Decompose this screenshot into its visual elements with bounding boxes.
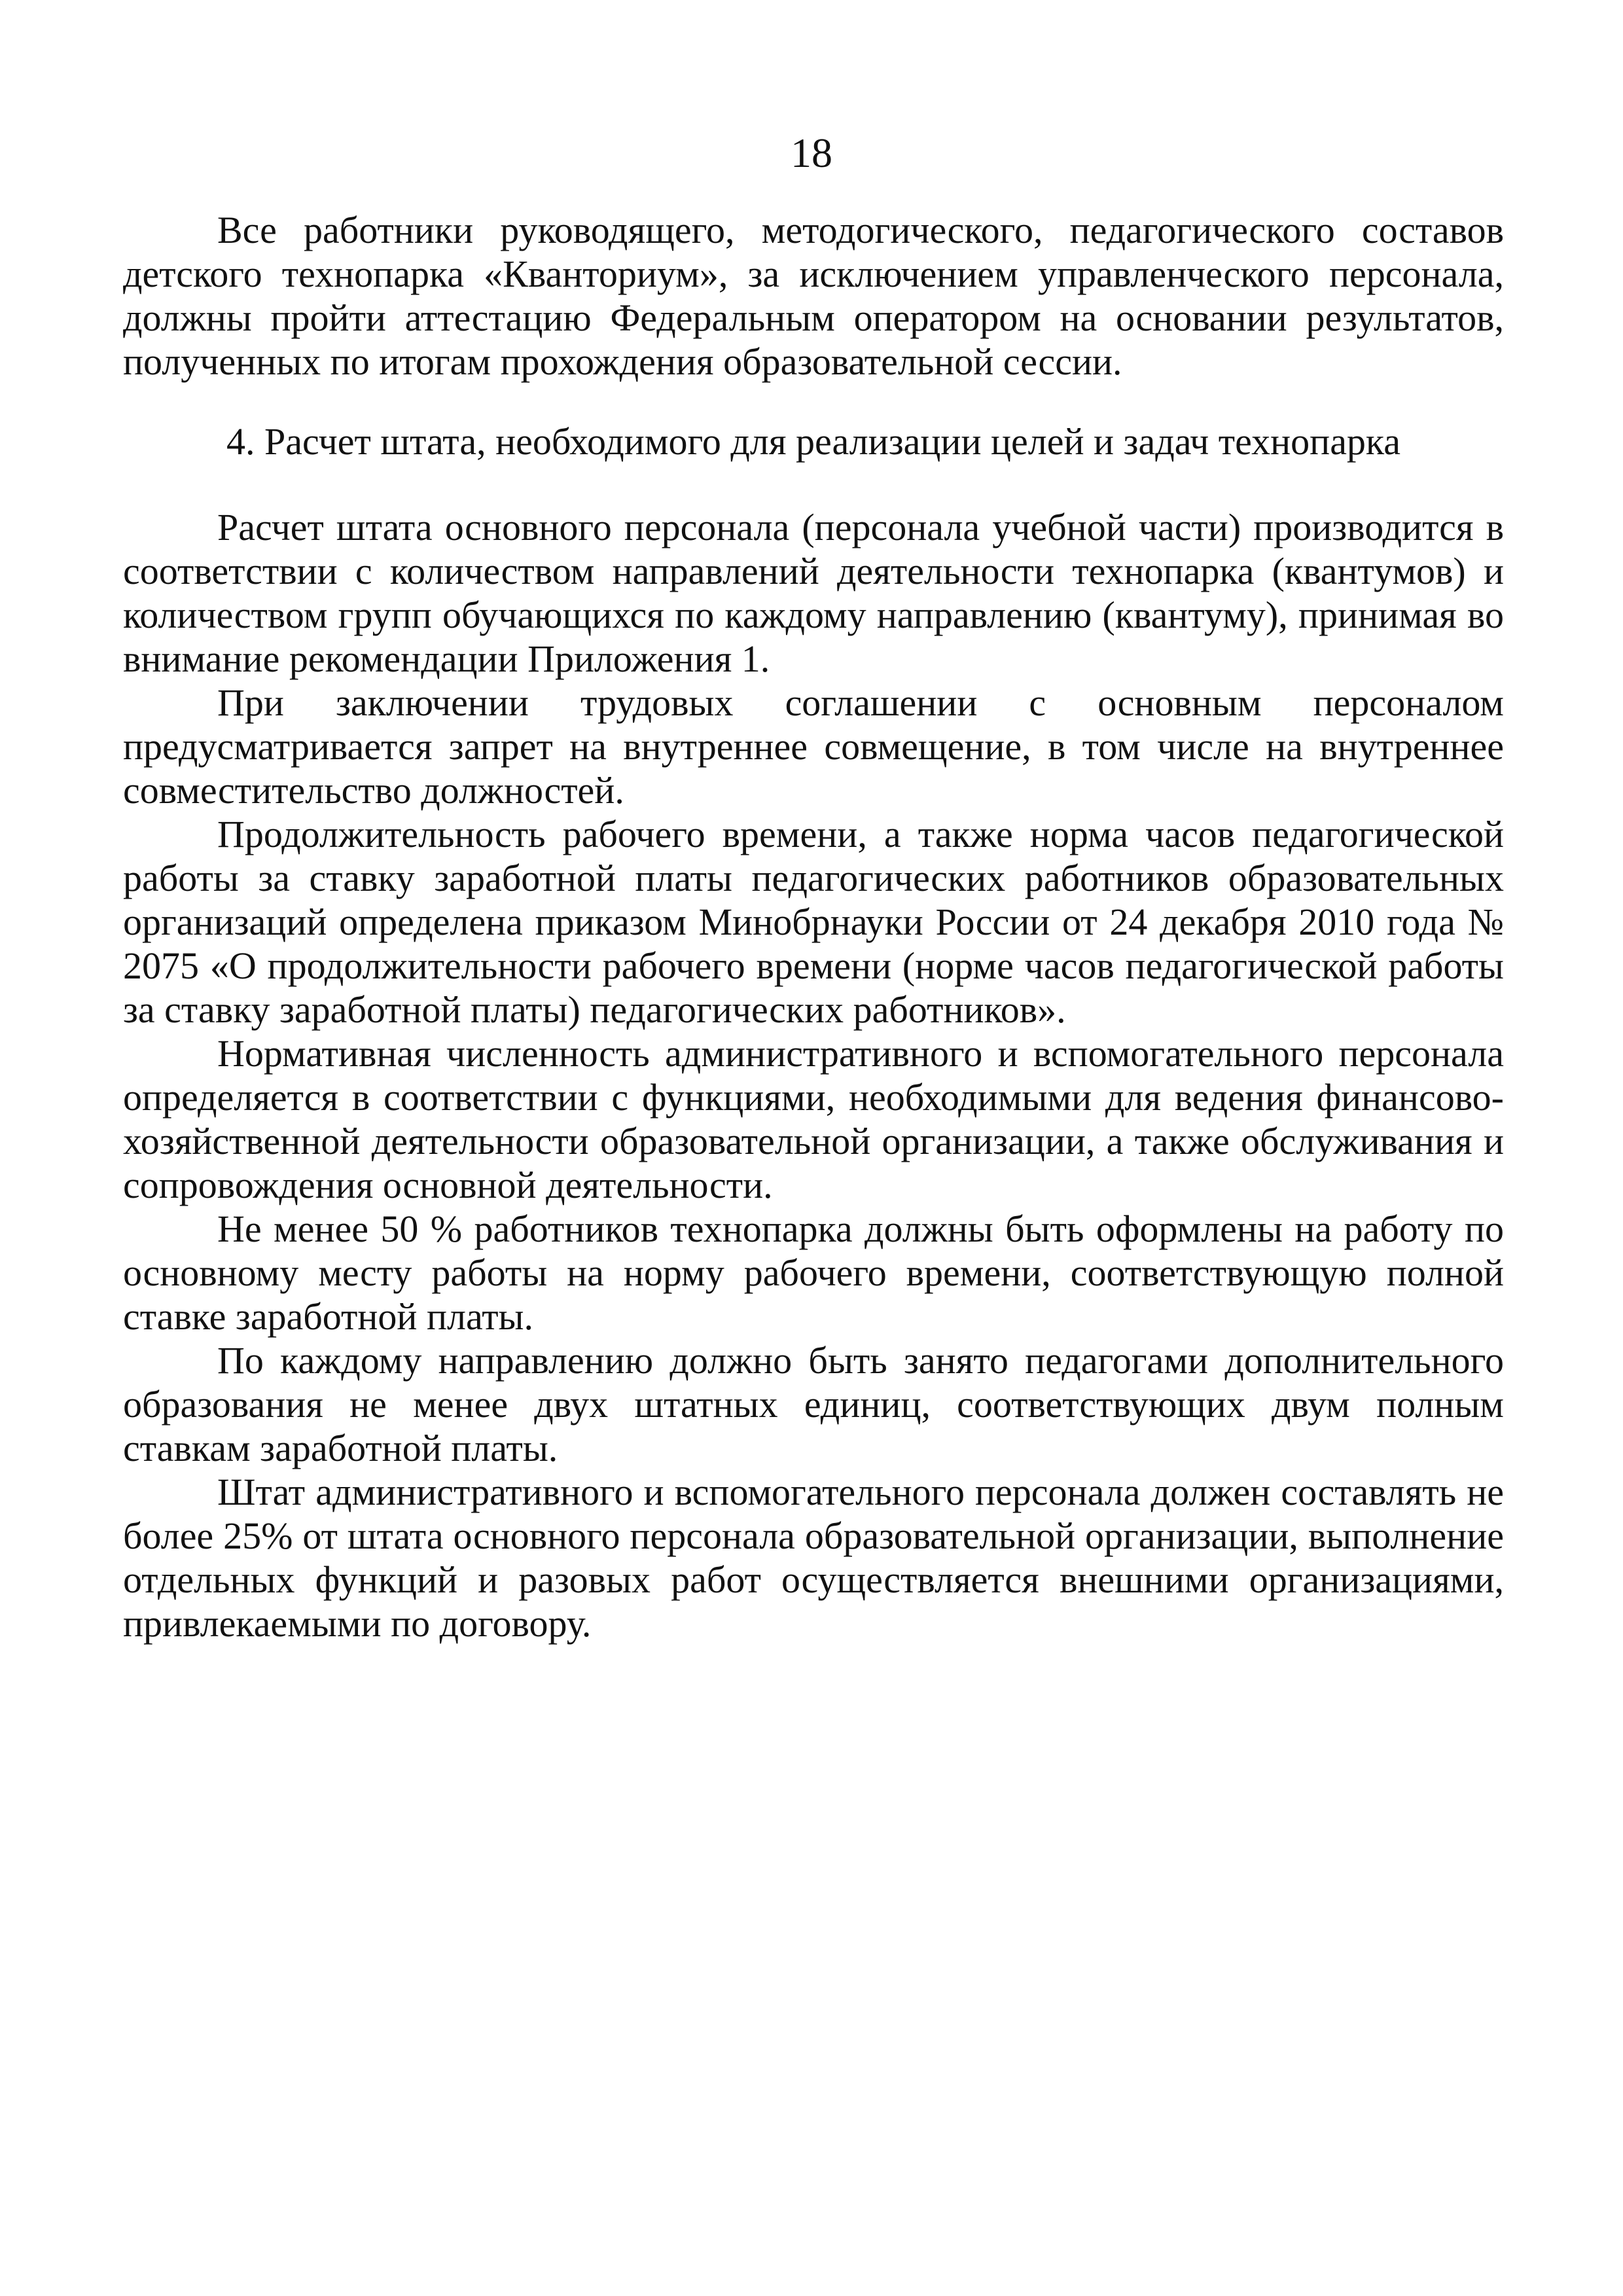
page-number: 18 bbox=[791, 130, 832, 176]
paragraph-teachers-per-direction: По каждому направлению должно быть занято педагогами дополнительного образования не менее двух штатных единиц, соответствующих двум полным ставкам заработной платы. bbox=[123, 1339, 1504, 1469]
document-body bbox=[123, 208, 1504, 1645]
paragraph-labor-agreements: При заключении трудовых соглашении с основным персоналом предусматривается запрет на внутреннее совмещение, в том числе на внутреннее совместительство должностей. bbox=[123, 681, 1504, 812]
paragraph-main-employment: Не менее 50 % работников технопарка должны быть оформлены на работу по основному месту работы на норму рабочего времени, соответствующую полной ставке заработной платы. bbox=[123, 1208, 1504, 1338]
paragraph-attestation: Все работники руководящего, методогического, педагогического составов детского технопарка «Кванториум», за исключением управленческого персонала, должны пройти аттестацию Федеральным оператором на основании результатов, полученных по итогам прохождения образовательной сессии. bbox=[123, 209, 1504, 383]
paragraph-working-time: Продолжительность рабочего времени, а также норма часов педагогической работы за ставку заработной платы педагогических работников образовательных организаций определена приказом Минобрнауки России от 24 декабря 2010 года № 2075 «О продолжительности рабочего времени (норме часов педагогической работы за ставку заработной платы) педагогических работников». bbox=[123, 813, 1504, 1031]
paragraph-staff-calculation: Расчет штата основного персонала (персонала учебной части) производится в соответствии с количеством направлений деятельности технопарка (квантумов) и количеством групп обучающихся по каждому направлению (квантуму), принимая во внимание рекомендации Приложения 1. bbox=[123, 506, 1504, 680]
paragraph-admin-staff-limit: Штат административного и вспомогательного персонала должен составлять не более 25% от штата основного персонала образовательной организации, выполнение отдельных функций и разовых работ осуществляется внешними организациями, привлекаемыми по договору. bbox=[123, 1471, 1504, 1645]
section-heading: 4. Расчет штата, необходимого для реализации целей и задач технопарка bbox=[226, 420, 1400, 463]
paragraph-admin-staff-norm: Нормативная численность административного и вспомогательного персонала определяется в соответствии с функциями, необходимыми для ведения финансово-хозяйственной деятельности образовательной организации, а также обслуживания и сопровождения основной деятельности. bbox=[123, 1032, 1504, 1206]
